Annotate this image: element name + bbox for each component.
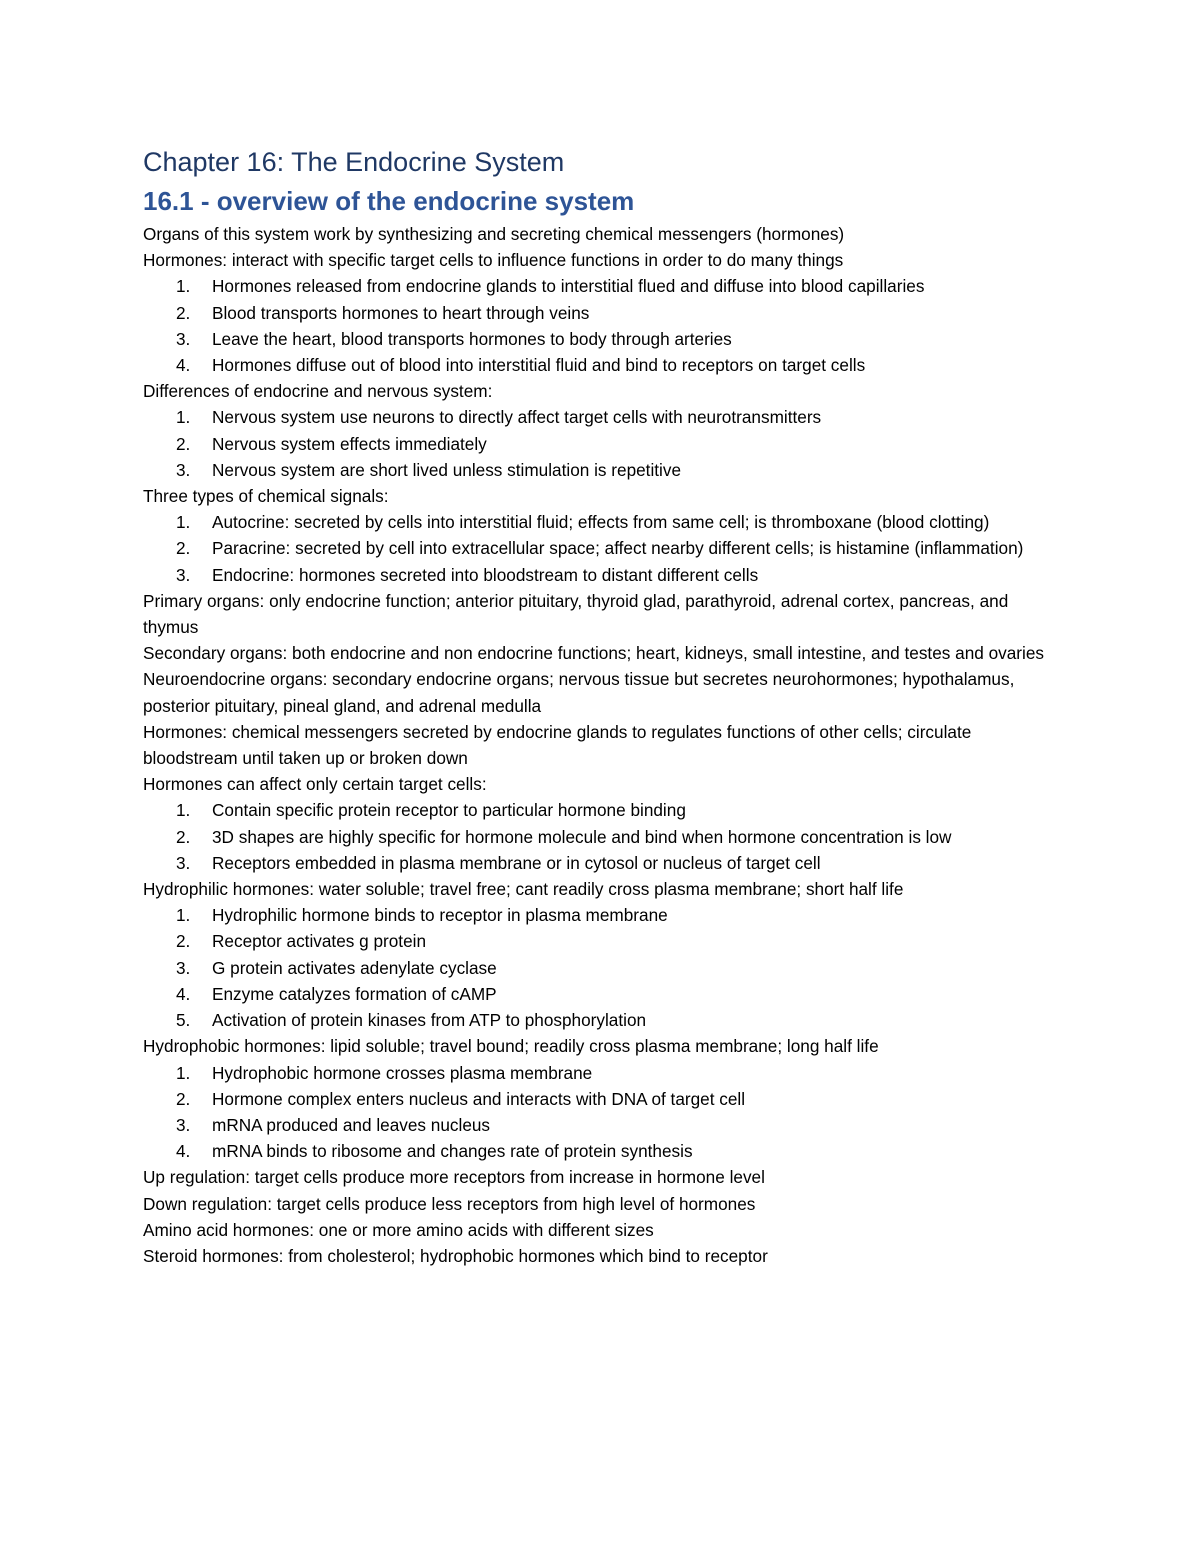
paragraph: Hormones can affect only certain target cells: bbox=[143, 774, 487, 795]
list-number: 3. bbox=[176, 564, 191, 585]
list-item-text: Hormones released from endocrine glands to interstitial flued and diffuse into blood capillaries bbox=[212, 276, 925, 297]
paragraph: Up regulation: target cells produce more receptors from increase in hormone level bbox=[143, 1167, 765, 1188]
chapter-title: Chapter 16: The Endocrine System bbox=[143, 147, 565, 177]
list-item-text: Receptor activates g protein bbox=[212, 931, 427, 952]
list-number: 1. bbox=[176, 276, 191, 297]
list-item-text: Hormone complex enters nucleus and interacts with DNA of target cell bbox=[212, 1088, 746, 1109]
list-item bbox=[143, 850, 1053, 876]
list-item bbox=[143, 955, 1053, 981]
section-heading: 16.1 - overview of the endocrine system bbox=[143, 186, 635, 216]
list-item bbox=[143, 562, 1053, 588]
list-item bbox=[143, 1060, 1053, 1086]
list-item bbox=[143, 431, 1053, 457]
list-item bbox=[143, 902, 1053, 928]
list-item bbox=[143, 352, 1053, 378]
list-item-text: Nervous system are short lived unless stimulation is repetitive bbox=[212, 459, 682, 480]
paragraph: Hydrophilic hormones: water soluble; travel free; cant readily cross plasma membrane; short half life bbox=[143, 879, 904, 900]
list-number: 5. bbox=[176, 1010, 191, 1031]
list-item-text: mRNA produced and leaves nucleus bbox=[212, 1114, 491, 1135]
list-item-text: mRNA binds to ribosome and changes rate of protein synthesis bbox=[212, 1141, 693, 1162]
numbered-list bbox=[143, 902, 1053, 1033]
numbered-list bbox=[143, 273, 1053, 378]
list-item-text: G protein activates adenylate cyclase bbox=[212, 957, 497, 978]
list-number: 1. bbox=[176, 905, 191, 926]
paragraph: Hormones: interact with specific target cells to influence functions in order to do many things bbox=[143, 250, 844, 271]
list-number: 3. bbox=[176, 459, 191, 480]
list-number: 3. bbox=[176, 957, 191, 978]
numbered-list bbox=[143, 1060, 1053, 1165]
notes-body bbox=[143, 221, 1053, 1269]
list-item-text: Enzyme catalyzes formation of cAMP bbox=[212, 983, 497, 1004]
paragraph: Hydrophobic hormones: lipid soluble; travel bound; readily cross plasma membrane; long half life bbox=[143, 1036, 879, 1057]
list-item bbox=[143, 326, 1053, 352]
list-number: 3. bbox=[176, 1114, 191, 1135]
list-item bbox=[143, 404, 1053, 430]
list-item-text: Leave the heart, blood transports hormones to body through arteries bbox=[212, 328, 732, 349]
paragraph: Neuroendocrine organs: secondary endocrine organs; nervous tissue but secretes neurohormones; hypothalamus, posterior pituitary, pineal gland, and adrenal medulla bbox=[143, 669, 1015, 716]
list-number: 4. bbox=[176, 355, 191, 376]
paragraph: Steroid hormones: from cholesterol; hydrophobic hormones which bind to receptor bbox=[143, 1245, 768, 1266]
numbered-list bbox=[143, 797, 1053, 876]
list-item-text: 3D shapes are highly specific for hormone molecule and bind when hormone concentration is low bbox=[212, 826, 952, 847]
list-item-text: Autocrine: secreted by cells into interstitial fluid; effects from same cell; is thromboxane (blood clotting) bbox=[212, 512, 990, 533]
list-number: 2. bbox=[176, 302, 191, 323]
list-item-text: Hydrophilic hormone binds to receptor in plasma membrane bbox=[212, 905, 668, 926]
list-item bbox=[143, 797, 1053, 823]
list-number: 1. bbox=[176, 512, 191, 533]
list-item-text: Endocrine: hormones secreted into bloodstream to distant different cells bbox=[212, 564, 759, 585]
list-number: 2. bbox=[176, 433, 191, 454]
paragraph: Organs of this system work by synthesizing and secreting chemical messengers (hormones) bbox=[143, 224, 845, 244]
list-item-text: Hormones diffuse out of blood into interstitial fluid and bind to receptors on target cells bbox=[212, 355, 866, 376]
list-number: 1. bbox=[176, 407, 191, 428]
list-item bbox=[143, 824, 1053, 850]
paragraph: Secondary organs: both endocrine and non endocrine functions; heart, kidneys, small intestine, and testes and ovaries bbox=[143, 643, 1044, 664]
list-item-text: Nervous system use neurons to directly affect target cells with neurotransmitters bbox=[212, 407, 822, 428]
list-item-text: Nervous system effects immediately bbox=[212, 433, 487, 454]
list-number: 1. bbox=[176, 800, 191, 821]
list-item bbox=[143, 535, 1053, 561]
list-item bbox=[143, 273, 1053, 299]
list-item-text: Blood transports hormones to heart through veins bbox=[212, 302, 590, 323]
list-number: 2. bbox=[176, 931, 191, 952]
list-item bbox=[143, 1007, 1053, 1033]
list-number: 4. bbox=[176, 983, 191, 1004]
list-item-text: Contain specific protein receptor to particular hormone binding bbox=[212, 800, 686, 821]
paragraph: Amino acid hormones: one or more amino acids with different sizes bbox=[143, 1219, 654, 1240]
list-number: 3. bbox=[176, 852, 191, 873]
list-item bbox=[143, 457, 1053, 483]
list-item bbox=[143, 1138, 1053, 1164]
numbered-list bbox=[143, 404, 1053, 483]
list-item bbox=[143, 1086, 1053, 1112]
list-number: 2. bbox=[176, 538, 191, 559]
list-item-text: Paracrine: secreted by cell into extracellular space; affect nearby different cells; is histamine (inflammation) bbox=[212, 538, 1024, 559]
list-item-text: Activation of protein kinases from ATP to phosphorylation bbox=[212, 1010, 647, 1031]
paragraph: Primary organs: only endocrine function; anterior pituitary, thyroid glad, parathyroid, adrenal cortex, pancreas, and thymus bbox=[143, 590, 1009, 638]
paragraph: Hormones: chemical messengers secreted by endocrine glands to regulates functions of other cells; circulate bloodstream until taken up or broken down bbox=[143, 721, 972, 769]
document-content bbox=[143, 143, 1053, 1269]
list-number: 2. bbox=[176, 1088, 191, 1109]
list-item bbox=[143, 928, 1053, 954]
list-item bbox=[143, 981, 1053, 1007]
list-number: 2. bbox=[176, 826, 191, 847]
list-item-text: Hydrophobic hormone crosses plasma membrane bbox=[212, 1062, 593, 1083]
numbered-list bbox=[143, 509, 1053, 588]
list-number: 3. bbox=[176, 328, 191, 349]
list-number: 4. bbox=[176, 1141, 191, 1162]
list-item bbox=[143, 300, 1053, 326]
paragraph: Differences of endocrine and nervous system: bbox=[143, 381, 493, 402]
list-number: 1. bbox=[176, 1062, 191, 1083]
list-item bbox=[143, 1112, 1053, 1138]
paragraph: Down regulation: target cells produce less receptors from high level of hormones bbox=[143, 1193, 756, 1214]
list-item-text: Receptors embedded in plasma membrane or in cytosol or nucleus of target cell bbox=[212, 852, 821, 873]
list-item bbox=[143, 509, 1053, 535]
paragraph: Three types of chemical signals: bbox=[143, 486, 389, 507]
